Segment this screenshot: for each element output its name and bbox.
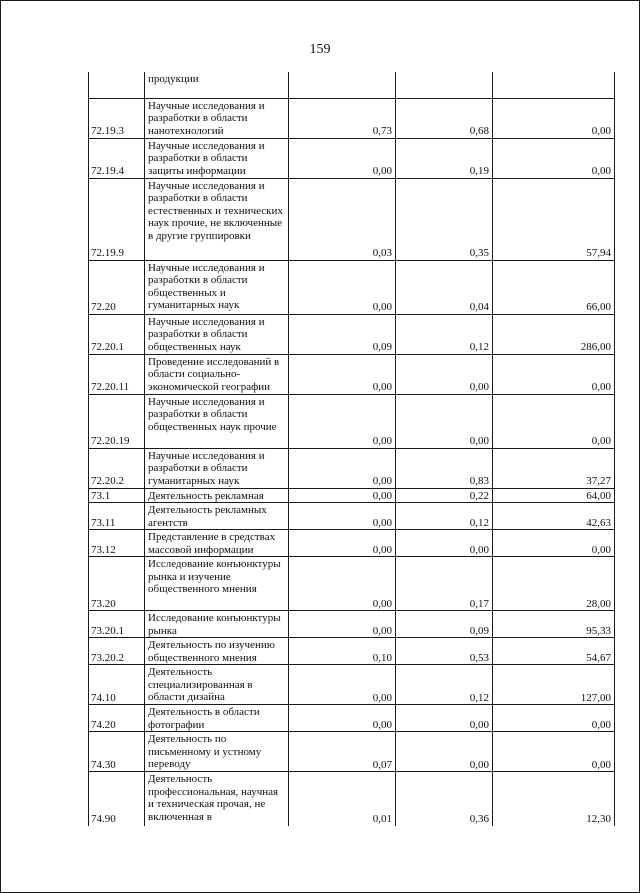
- cell-value-1: [289, 772, 396, 826]
- cell-value-2: [396, 98, 493, 138]
- row-name: Деятельность рекламных агентств: [148, 504, 267, 529]
- cell-value-3: [493, 530, 615, 557]
- table-row: [89, 98, 615, 138]
- cell-name: [145, 611, 289, 638]
- cell-code: [89, 354, 145, 394]
- row-value-2: 0,00: [469, 381, 489, 393]
- row-name: Деятельность по письменному и устному переводу: [148, 733, 262, 770]
- cell-value-1: [289, 394, 396, 448]
- row-value-2: 0,19: [469, 165, 489, 177]
- row-value-2: 0,00: [469, 435, 489, 447]
- data-table: [88, 72, 615, 826]
- row-value-1: 0,00: [372, 516, 392, 529]
- cell-value-2: [396, 732, 493, 772]
- table-row: [89, 732, 615, 772]
- cell-value-3: [493, 98, 615, 138]
- cell-code: [89, 772, 145, 826]
- row-value-2: 0,68: [469, 125, 489, 137]
- cell-code: [89, 611, 145, 638]
- cell-value-2: [396, 354, 493, 394]
- row-code: 74.90: [91, 813, 116, 825]
- cell-value-3: [493, 448, 615, 488]
- row-value-3: 64,00: [586, 489, 611, 502]
- table-row: [89, 530, 615, 557]
- cell-name: [145, 354, 289, 394]
- table-row: [89, 138, 615, 178]
- cell-name: [145, 772, 289, 826]
- cell-value-1: [289, 705, 396, 732]
- table-row: [89, 314, 615, 354]
- cell-value-2: [396, 178, 493, 260]
- row-name: Научные исследования и разработки в области гуманитарных наук: [148, 449, 265, 487]
- table-row: [89, 705, 615, 732]
- row-value-3: 0,00: [591, 543, 611, 556]
- row-value-1: 0,07: [372, 758, 392, 771]
- row-name: Проведение исследований в области социально-экономической географии: [148, 355, 280, 393]
- cell-value-1: [289, 72, 396, 98]
- row-name: Научные исследования и разработки в области общественных наук прочие: [148, 395, 277, 433]
- cell-value-3: [493, 732, 615, 772]
- table-row: [89, 260, 615, 314]
- cell-code: [89, 530, 145, 557]
- table-row: [89, 178, 615, 260]
- table-row: [89, 503, 615, 530]
- row-code: 73.20.1: [91, 624, 124, 637]
- row-name: Деятельность рекламная: [148, 489, 264, 502]
- row-code: 72.20: [91, 301, 116, 313]
- row-value-2: 0,12: [469, 516, 489, 529]
- cell-code: [89, 394, 145, 448]
- cell-value-2: [396, 448, 493, 488]
- cell-value-2: [396, 705, 493, 732]
- cell-value-3: [493, 178, 615, 260]
- row-name: Исследование конъюнктуры рынка и изучение общественного мнения: [148, 558, 281, 595]
- cell-code: [89, 98, 145, 138]
- cell-name: [145, 394, 289, 448]
- cell-value-2: [396, 394, 493, 448]
- row-code: 73.20: [91, 597, 116, 610]
- row-code: 73.20.2: [91, 651, 124, 664]
- cell-value-2: [396, 772, 493, 826]
- row-name: Научные исследования и разработки в области нанотехнологий: [148, 99, 265, 137]
- cell-value-2: [396, 638, 493, 665]
- row-name: Научные исследования и разработки в области общественных наук: [148, 315, 265, 353]
- row-value-1: 0,00: [372, 597, 392, 610]
- row-value-2: 0,12: [469, 341, 489, 353]
- cell-code: [89, 178, 145, 260]
- cell-value-2: [396, 611, 493, 638]
- row-code: 72.20.19: [91, 435, 130, 447]
- cell-value-3: [493, 354, 615, 394]
- row-value-3: 54,67: [586, 651, 611, 664]
- row-name: Деятельность по изучению общественного мнения: [148, 639, 275, 664]
- cell-value-2: [396, 488, 493, 503]
- row-code: 72.20.1: [91, 341, 124, 353]
- cell-code: [89, 448, 145, 488]
- cell-value-1: [289, 488, 396, 503]
- row-value-3: 0,00: [591, 165, 611, 177]
- cell-value-1: [289, 557, 396, 611]
- cell-value-3: [493, 488, 615, 503]
- row-code: 72.19.9: [91, 247, 124, 259]
- row-code: 72.19.3: [91, 125, 124, 137]
- row-value-2: 0,00: [469, 718, 489, 731]
- cell-name: [145, 178, 289, 260]
- row-value-1: 0,00: [372, 381, 392, 393]
- row-code: 73.1: [91, 489, 111, 502]
- cell-name: [145, 72, 289, 98]
- cell-value-1: [289, 638, 396, 665]
- cell-value-2: [396, 72, 493, 98]
- row-value-2: 0,04: [469, 301, 489, 313]
- row-name: Деятельность профессиональная, научная и техническая прочая, не включенная в: [148, 773, 279, 823]
- cell-value-3: [493, 638, 615, 665]
- row-value-3: 0,00: [591, 758, 611, 771]
- cell-value-2: [396, 138, 493, 178]
- row-value-2: 0,00: [469, 543, 489, 556]
- row-value-3: 28,00: [586, 597, 611, 610]
- row-value-2: 0,09: [469, 624, 489, 637]
- cell-value-2: [396, 503, 493, 530]
- row-name: Научные исследования и разработки в области общественных и гуманитарных наук: [148, 261, 265, 311]
- cell-value-2: [396, 314, 493, 354]
- row-name: Научные исследования и разработки в области естественных и технических наук прочие, не включенные в другие группировки: [148, 179, 283, 242]
- cell-code: [89, 260, 145, 314]
- cell-value-3: [493, 138, 615, 178]
- cell-value-2: [396, 530, 493, 557]
- cell-value-3: [493, 72, 615, 98]
- row-value-1: 0,73: [372, 125, 392, 137]
- row-value-3: 42,63: [586, 516, 611, 529]
- cell-value-2: [396, 557, 493, 611]
- row-value-1: 0,00: [372, 435, 392, 447]
- row-value-1: 0,00: [372, 489, 392, 502]
- cell-name: [145, 732, 289, 772]
- cell-name: [145, 138, 289, 178]
- cell-name: [145, 488, 289, 503]
- row-value-1: 0,00: [372, 543, 392, 556]
- table-row: [89, 638, 615, 665]
- row-name: продукции: [148, 73, 199, 85]
- cell-name: [145, 665, 289, 705]
- cell-name: [145, 705, 289, 732]
- cell-code: [89, 503, 145, 530]
- row-value-3: 0,00: [591, 125, 611, 137]
- cell-value-1: [289, 178, 396, 260]
- cell-value-3: [493, 394, 615, 448]
- cell-value-1: [289, 98, 396, 138]
- page-number: 159: [309, 42, 331, 57]
- row-value-3: 66,00: [586, 301, 611, 313]
- row-code: 72.20.11: [91, 381, 130, 393]
- row-value-2: 0,00: [469, 758, 489, 771]
- table-row: [89, 354, 615, 394]
- cell-value-2: [396, 665, 493, 705]
- row-code: 74.10: [91, 691, 116, 704]
- cell-value-3: [493, 705, 615, 732]
- row-name: Деятельность в области фотографии: [148, 706, 260, 731]
- row-value-2: 0,53: [469, 651, 489, 664]
- cell-value-3: [493, 314, 615, 354]
- row-name: Исследование конъюнктуры рынка: [148, 612, 281, 637]
- cell-value-1: [289, 611, 396, 638]
- row-value-2: 0,83: [469, 475, 489, 487]
- cell-code: [89, 314, 145, 354]
- row-value-3: 12,30: [586, 813, 611, 825]
- row-value-3: 0,00: [591, 718, 611, 731]
- cell-code: [89, 138, 145, 178]
- table-row: [89, 665, 615, 705]
- row-code: 73.11: [91, 516, 116, 529]
- row-value-1: 0,00: [372, 691, 392, 704]
- cell-value-3: [493, 557, 615, 611]
- cell-value-1: [289, 665, 396, 705]
- cell-name: [145, 98, 289, 138]
- table-row: [89, 611, 615, 638]
- row-value-2: 0,22: [469, 489, 489, 502]
- table-row: [89, 772, 615, 826]
- cell-value-1: [289, 448, 396, 488]
- row-code: 73.12: [91, 543, 116, 556]
- row-value-1: 0,00: [372, 301, 392, 313]
- row-value-1: 0,00: [372, 165, 392, 177]
- cell-code: [89, 705, 145, 732]
- cell-value-1: [289, 138, 396, 178]
- row-value-3: 57,94: [586, 247, 611, 259]
- row-value-2: 0,17: [469, 597, 489, 610]
- row-value-2: 0,12: [469, 691, 489, 704]
- cell-value-3: [493, 503, 615, 530]
- table-row: [89, 72, 615, 98]
- row-code: 74.30: [91, 758, 116, 771]
- cell-name: [145, 314, 289, 354]
- table-row: [89, 488, 615, 503]
- cell-code: [89, 557, 145, 611]
- cell-value-1: [289, 354, 396, 394]
- cell-code: [89, 488, 145, 503]
- row-value-2: 0,35: [469, 247, 489, 259]
- table-row: [89, 448, 615, 488]
- cell-code: [89, 732, 145, 772]
- cell-value-1: [289, 260, 396, 314]
- cell-name: [145, 530, 289, 557]
- row-code: 74.20: [91, 718, 116, 731]
- row-value-1: 0,09: [372, 341, 392, 353]
- cell-code: [89, 665, 145, 705]
- row-value-3: 127,00: [580, 691, 611, 704]
- row-value-1: 0,03: [372, 247, 392, 259]
- row-value-1: 0,00: [372, 624, 392, 637]
- cell-value-1: [289, 503, 396, 530]
- row-name: Научные исследования и разработки в области защиты информации: [148, 139, 265, 177]
- cell-name: [145, 557, 289, 611]
- table-body: [89, 72, 615, 826]
- cell-value-2: [396, 260, 493, 314]
- cell-value-1: [289, 732, 396, 772]
- cell-value-3: [493, 665, 615, 705]
- row-value-3: 286,00: [580, 341, 611, 353]
- row-value-1: 0,00: [372, 475, 392, 487]
- row-value-2: 0,36: [469, 813, 489, 825]
- cell-name: [145, 260, 289, 314]
- row-value-3: 0,00: [591, 381, 611, 393]
- row-value-3: 37,27: [586, 475, 611, 487]
- row-code: 72.19.4: [91, 165, 124, 177]
- cell-value-1: [289, 314, 396, 354]
- row-name: Деятельность специализированная в области дизайна: [148, 666, 253, 703]
- cell-name: [145, 503, 289, 530]
- row-value-1: 0,01: [372, 813, 392, 825]
- row-name: Представление в средствах массовой информации: [148, 531, 276, 556]
- table-row: [89, 557, 615, 611]
- cell-value-3: [493, 260, 615, 314]
- cell-value-3: [493, 772, 615, 826]
- cell-name: [145, 638, 289, 665]
- cell-code: [89, 72, 145, 98]
- row-value-1: 0,00: [372, 718, 392, 731]
- table-row: [89, 394, 615, 448]
- cell-value-3: [493, 611, 615, 638]
- cell-name: [145, 448, 289, 488]
- row-code: 72.20.2: [91, 475, 124, 487]
- cell-code: [89, 638, 145, 665]
- row-value-1: 0,10: [372, 651, 392, 664]
- cell-value-1: [289, 530, 396, 557]
- row-value-3: 95,33: [586, 624, 611, 637]
- row-value-3: 0,00: [591, 435, 611, 447]
